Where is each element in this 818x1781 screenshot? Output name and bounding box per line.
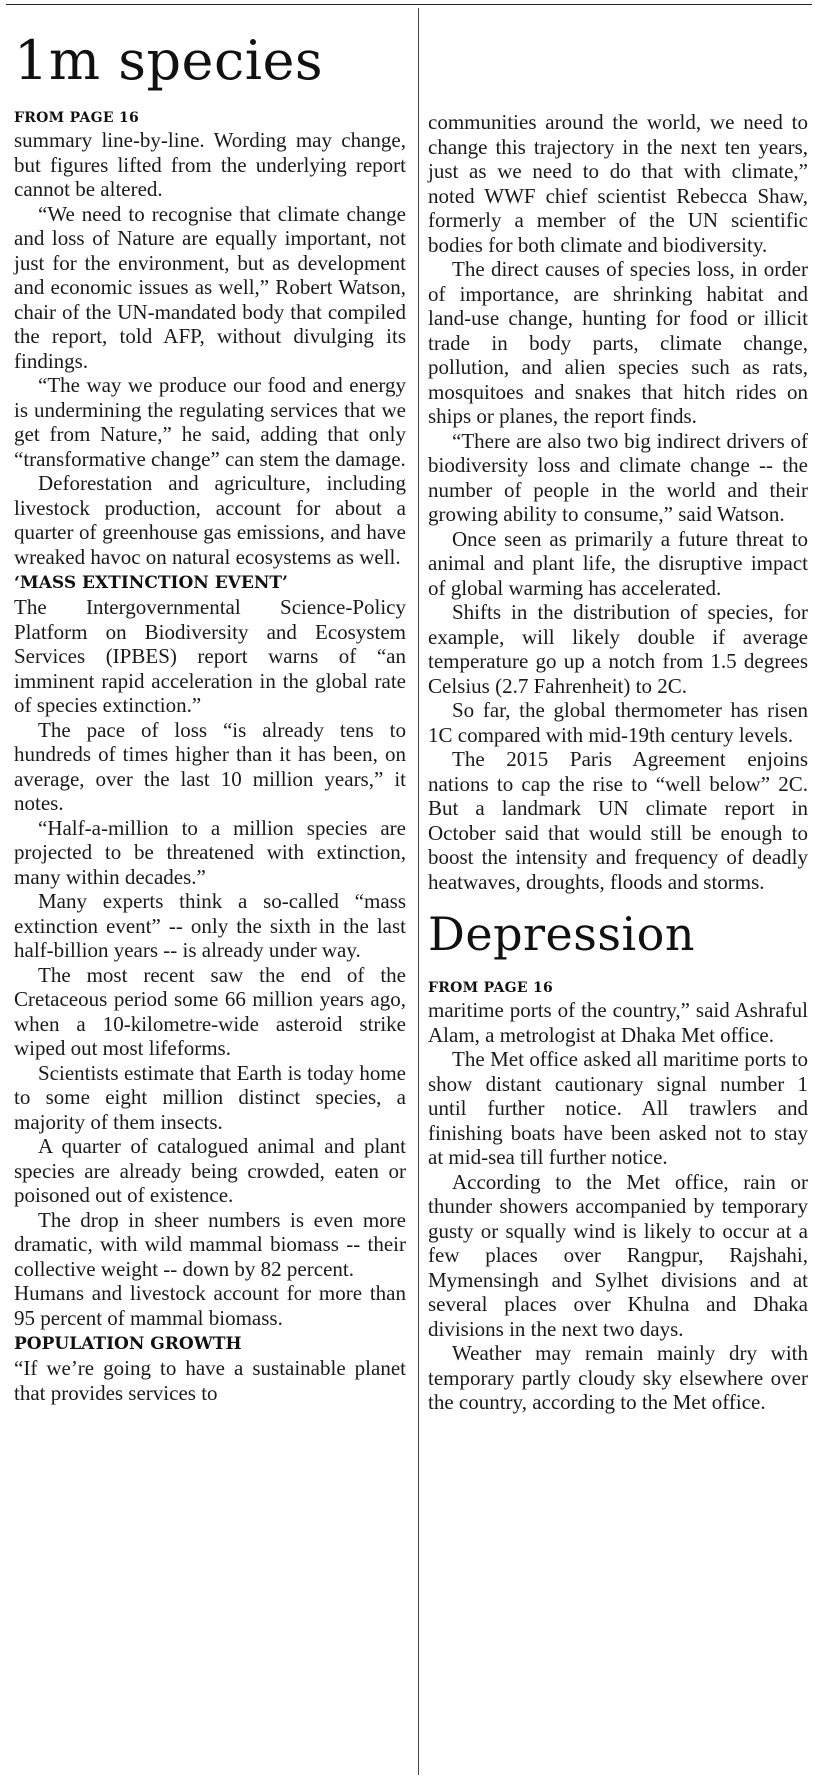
paragraph: A quarter of catalogued animal and plant species are already being crowded, eaten or poisoned out of existence.: [14, 1134, 406, 1207]
paragraph: maritime ports of the country,” said Ashraful Alam, a metrologist at Dhaka Met office.: [428, 998, 808, 1047]
paragraph: Weather may remain mainly dry with temporary partly cloudy sky elsewhere over the country, according to the Met office.: [428, 1341, 808, 1414]
paragraph: “We need to recognise that climate change and loss of Nature are equally important, not just for the environment, but as development and economic issues as well,” Robert Watson, chair of the UN-mandated body that compiled the report, told AFP, without divulging its findings.: [14, 201, 406, 373]
paragraph: The most recent saw the end of the Cretaceous period some 66 million years ago, when a 10-kilometre-wide asteroid strike wiped out most lifeforms.: [14, 962, 406, 1060]
paragraph: Once seen as primarily a future threat to animal and plant life, the disruptive impact of global warming has accelerated.: [428, 526, 808, 600]
kicker-from-page: FROM PAGE 16: [14, 110, 140, 126]
paragraph: summary line-by-line. Wording may change, but figures lifted from the underlying report cannot be altered.: [14, 128, 406, 201]
column-divider: [418, 8, 419, 1775]
paragraph: The direct causes of species loss, in order of importance, are shrinking habitat and land-use change, hunting for food or illicit trade in body parts, climate change, pollution, and alien species such as rats, mosquitoes and snakes that hitch rides on ships or planes, the report finds.: [428, 257, 808, 428]
subhead-population-growth: POPULATION GROWTH: [14, 1334, 242, 1354]
headline-species: 1m species: [14, 29, 324, 92]
kicker-from-page: FROM PAGE 16: [428, 980, 554, 996]
paragraph: The drop in sheer numbers is even more dramatic, with wild mammal biomass -- their collective weight -- down by 82 percent.: [14, 1207, 406, 1281]
depression-story: [428, 906, 808, 1415]
paragraph: According to the Met office, rain or thunder showers accompanied by temporary gusty or squally wind is likely to occur at a few places over Rangpur, Rajshahi, Mymensingh and Sylhet divisions and at several places over Khulna and Dhaka divisions in the next two days.: [428, 1169, 808, 1341]
paragraph: Deforestation and agriculture, including livestock production, account for about a quarter of greenhouse gas emissions, and have wreaked havoc on natural ecosystems as well.: [14, 471, 406, 569]
paragraph: Shifts in the distribution of species, for example, will likely double if average temperature go up a notch from 1.5 degrees Celsius (2.7 Fahrenheit) to 2C.: [428, 600, 808, 698]
headline-depression: Depression: [428, 907, 696, 961]
paragraph: Scientists estimate that Earth is today home to some eight million distinct species, a majority of them insects.: [14, 1060, 406, 1134]
left-column: [14, 0, 406, 1405]
paragraph: “Half-a-million to a million species are projected to be threatened with extinction, many within decades.”: [14, 815, 406, 889]
paragraph: “There are also two big indirect drivers of biodiversity loss and climate change -- the number of people in the world and their growing ability to consume,” said Watson.: [428, 428, 808, 526]
paragraph: The Met office asked all maritime ports to show distant cautionary signal number 1 until further notice. All trawlers and finishing boats have been asked not to stay at mid-sea till further notice.: [428, 1047, 808, 1169]
paragraph: The Intergovernmental Science-Policy Platform on Biodiversity and Ecosystem Services (IPBES) report warns of “an imminent rapid acceleration in the global rate of species extinction.”: [14, 595, 406, 717]
paragraph: communities around the world, we need to change this trajectory in the next ten years, just as we need to do that with climate,” noted WWF chief scientist Rebecca Shaw, formerly a member of the UN scientific bodies for both climate and biodiversity.: [428, 110, 808, 257]
paragraph: “The way we produce our food and energy is undermining the regulating services that we get from Nature,” he said, adding that only “transformative change” can stem the damage.: [14, 373, 406, 471]
paragraph: Many experts think a so-called “mass extinction event” -- only the sixth in the last half-billion years -- is already under way.: [14, 889, 406, 962]
subhead-mass-extinction: ‘MASS EXTINCTION EVENT’: [14, 573, 288, 593]
paragraph: Humans and livestock account for more than 95 percent of mammal biomass.: [14, 1281, 406, 1330]
paragraph: The 2015 Paris Agreement enjoins nations to cap the rise to “well below” 2C. But a landmark UN climate report in October said that would still be enough to boost the intensity and frequency of deadly heatwaves, droughts, floods and storms.: [428, 747, 808, 894]
paragraph: The pace of loss “is already tens to hundreds of times higher than it has been, on average, over the last 10 million years,” it notes.: [14, 717, 406, 815]
right-column: [428, 0, 808, 1415]
paragraph: “If we’re going to have a sustainable planet that provides services to: [14, 1356, 406, 1405]
paragraph: So far, the global thermometer has risen 1C compared with mid-19th century levels.: [428, 698, 808, 747]
